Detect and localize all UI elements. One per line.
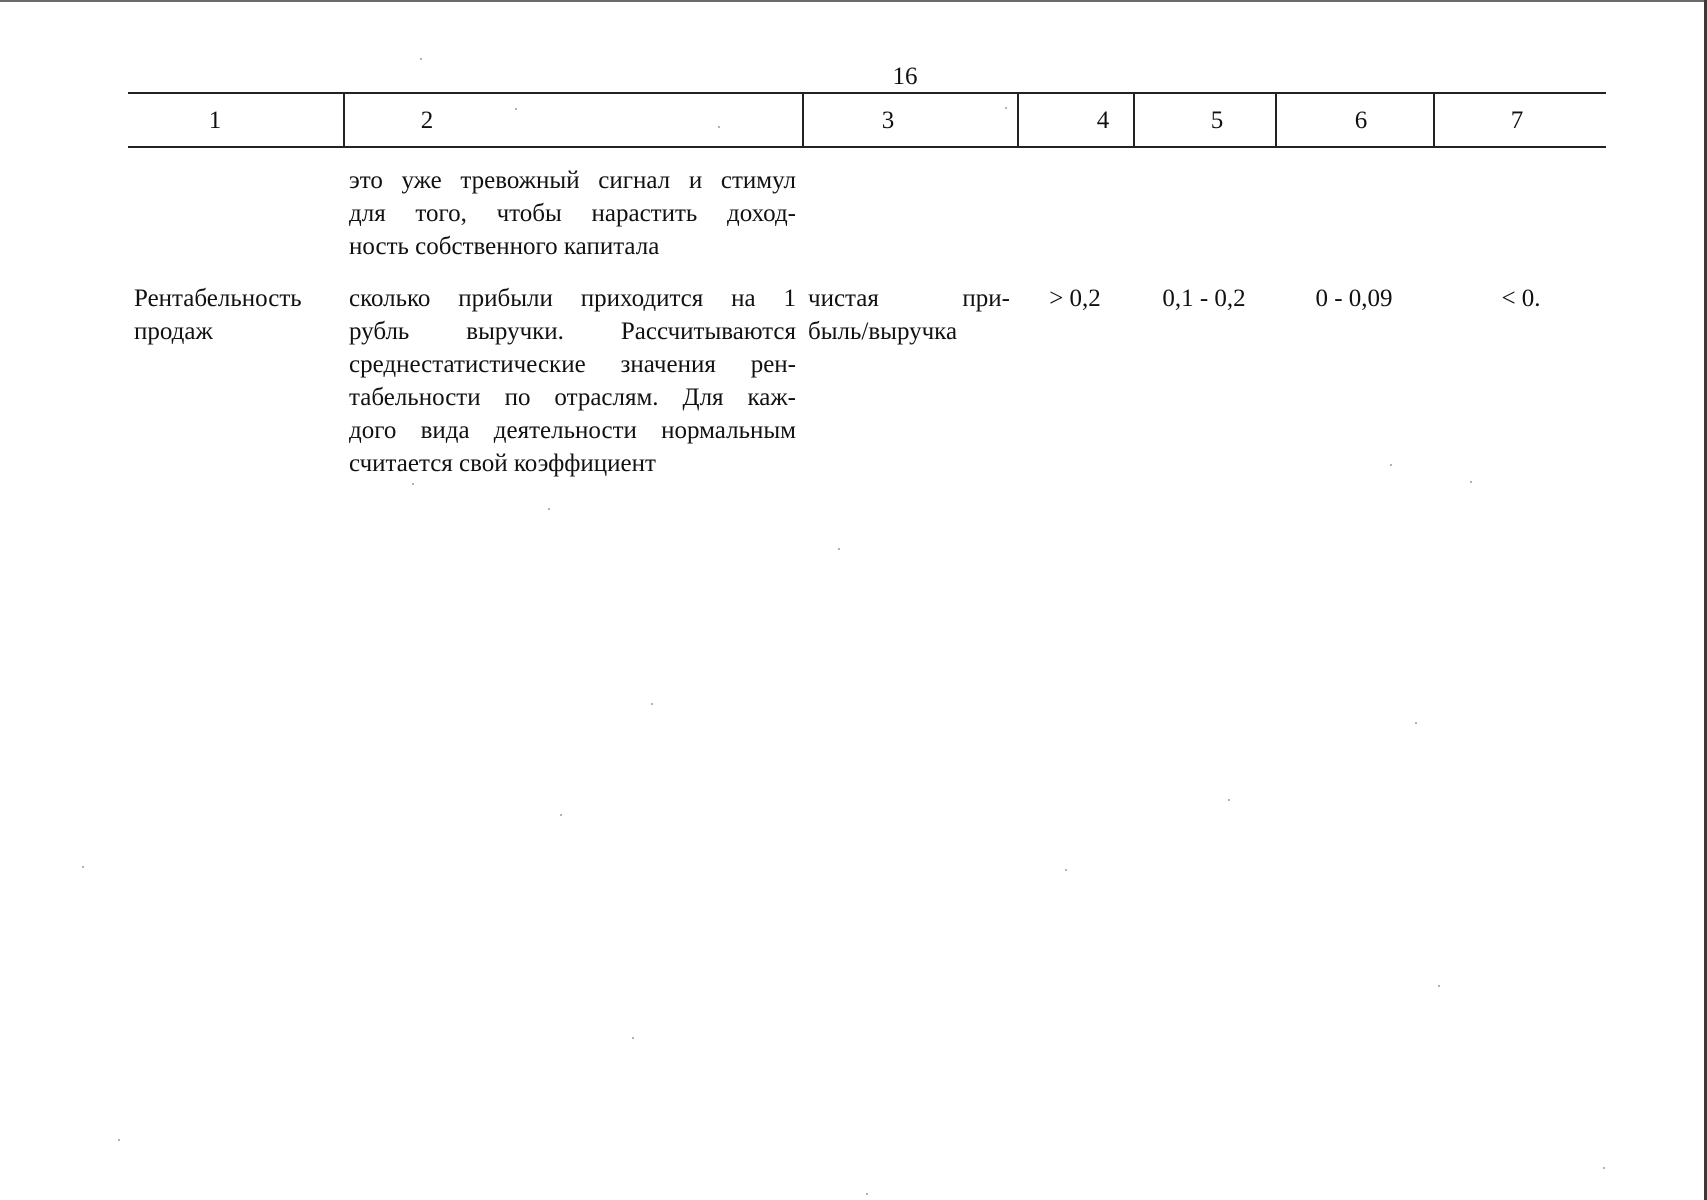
header-divider bbox=[1433, 93, 1435, 147]
header-divider bbox=[343, 93, 345, 147]
text-line: считается свой коэффициент bbox=[349, 450, 656, 477]
column-number-2: 2 bbox=[420, 107, 434, 134]
column-number-6: 6 bbox=[1354, 107, 1368, 134]
scan-speck bbox=[1228, 799, 1230, 801]
scan-speck bbox=[82, 866, 84, 868]
scan-speck bbox=[651, 703, 653, 705]
scan-speck bbox=[560, 814, 562, 816]
text-line: чистая при- bbox=[808, 285, 1010, 312]
text-line: табельности по отраслям. Для каж- bbox=[349, 384, 796, 411]
text-line: это уже тревожный сигнал и стимул bbox=[349, 167, 796, 194]
table-header-top-rule bbox=[128, 92, 1606, 94]
scan-speck bbox=[1603, 1167, 1605, 1169]
scan-speck bbox=[1390, 464, 1392, 466]
text-line: Рентабельность bbox=[134, 285, 302, 312]
scan-speck bbox=[1415, 722, 1417, 724]
column-number-1: 1 bbox=[208, 107, 222, 134]
continuation-text bbox=[349, 164, 796, 263]
value-column-5: 0,1 - 0,2 bbox=[1162, 285, 1246, 312]
scan-speck bbox=[412, 483, 414, 485]
indicator-name bbox=[134, 282, 334, 348]
text-line: ность собственного капитала bbox=[349, 233, 660, 260]
text-line: дого вида деятельности нормальным bbox=[349, 417, 796, 444]
header-divider bbox=[1017, 93, 1019, 147]
text-line: продаж bbox=[134, 318, 213, 345]
value-column-4: > 0,2 bbox=[1049, 285, 1101, 312]
text-line: рубль выручки. Рассчитываются bbox=[349, 318, 796, 345]
text-line: быль/выручка bbox=[808, 318, 958, 345]
scan-speck bbox=[118, 1139, 120, 1141]
scan-speck bbox=[1470, 481, 1472, 483]
column-number-7: 7 bbox=[1510, 107, 1524, 134]
scan-speck bbox=[1065, 869, 1067, 871]
text-line: для того, чтобы нарастить доход- bbox=[349, 200, 796, 227]
scan-speck bbox=[515, 108, 517, 110]
scan-speck bbox=[718, 126, 720, 128]
scan-speck bbox=[1438, 985, 1440, 987]
header-divider bbox=[1275, 93, 1277, 147]
indicator-description bbox=[349, 282, 796, 480]
column-number-4: 4 bbox=[1096, 107, 1110, 134]
value-column-6: 0 - 0,09 bbox=[1315, 285, 1393, 312]
scan-speck bbox=[548, 508, 550, 510]
header-divider bbox=[1133, 93, 1135, 147]
column-number-3: 3 bbox=[881, 107, 895, 134]
scan-speck bbox=[420, 58, 422, 60]
table-header-bottom-rule bbox=[128, 146, 1606, 148]
text-line: среднестатистические значения рен- bbox=[349, 351, 796, 378]
scan-speck bbox=[838, 548, 840, 550]
column-number-5: 5 bbox=[1210, 107, 1224, 134]
header-divider bbox=[802, 93, 804, 147]
scan-speck bbox=[632, 1037, 634, 1039]
scan-speck bbox=[866, 1193, 868, 1195]
value-column-7: < 0. bbox=[1501, 285, 1541, 312]
scan-speck bbox=[1005, 107, 1007, 109]
scan-edge-top bbox=[0, 0, 1707, 2]
indicator-formula bbox=[808, 282, 1010, 348]
page-number: 16 bbox=[892, 63, 918, 90]
text-line: сколько прибыли приходится на 1 bbox=[349, 285, 796, 312]
